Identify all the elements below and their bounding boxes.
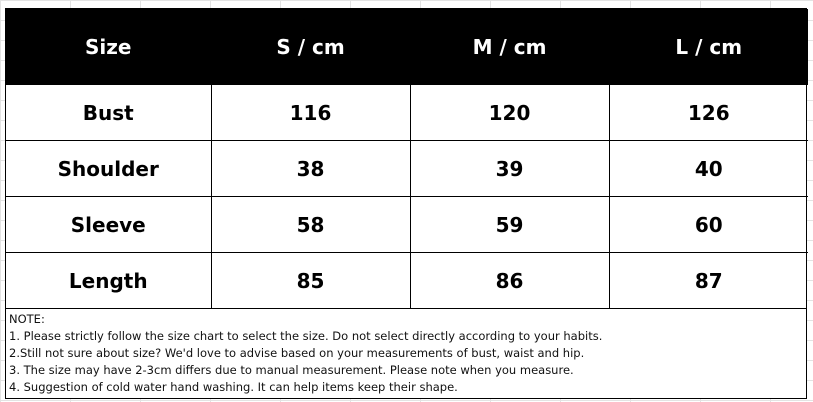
row-label-bust: Bust: [6, 85, 211, 141]
note-line-4: 4. Suggestion of cold water hand washing. It can help items keep their shape.: [9, 380, 458, 394]
note-line-2: 2.Still not sure about size? We'd love to advise based on your measurements of bust, waist and hip.: [9, 346, 585, 360]
cell-sleeve-l: 60: [609, 197, 808, 253]
size-table: [6, 9, 808, 308]
notes-section: [6, 308, 806, 398]
note-line-1: 1. Please strictly follow the size chart to select the size. Do not select directly according to your habits.: [9, 329, 603, 343]
cell-shoulder-m: 39: [410, 141, 609, 197]
row-label-shoulder: Shoulder: [6, 141, 211, 197]
header-row: [6, 9, 808, 85]
cell-length-m: 86: [410, 253, 609, 309]
cell-sleeve-s: 58: [211, 197, 410, 253]
header-s-cm: S / cm: [211, 9, 410, 85]
table-row-sleeve: [6, 197, 808, 253]
table-row-bust: [6, 85, 808, 141]
cell-length-l: 87: [609, 253, 808, 309]
cell-length-s: 85: [211, 253, 410, 309]
header-l-cm: L / cm: [609, 9, 808, 85]
table-row-shoulder: [6, 141, 808, 197]
cell-bust-l: 126: [609, 85, 808, 141]
row-label-length: Length: [6, 253, 211, 309]
table-row-length: [6, 253, 808, 309]
header-size: Size: [6, 9, 211, 85]
cell-sleeve-m: 59: [410, 197, 609, 253]
cell-bust-s: 116: [211, 85, 410, 141]
size-chart: [5, 8, 807, 399]
cell-bust-m: 120: [410, 85, 609, 141]
notes-heading: NOTE:: [9, 312, 45, 326]
note-line-3: 3. The size may have 2-3cm differs due to manual measurement. Please note when you measure.: [9, 363, 574, 377]
cell-shoulder-l: 40: [609, 141, 808, 197]
header-m-cm: M / cm: [410, 9, 609, 85]
row-label-sleeve: Sleeve: [6, 197, 211, 253]
cell-shoulder-s: 38: [211, 141, 410, 197]
